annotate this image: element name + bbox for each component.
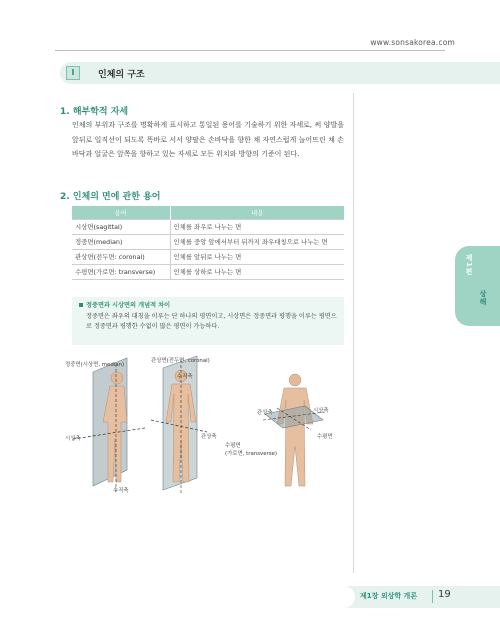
subheading-anatomical-position: 1. 해부학적 자세 <box>60 107 129 117</box>
table-header-content: 내용 <box>170 206 344 219</box>
label-vertical-axis-top: 수직축 <box>177 374 193 380</box>
table-cell: 시상면(sagittal) <box>72 219 170 234</box>
terms-table <box>72 206 344 280</box>
label-median-plane: 정중면(시상면, median) <box>65 362 125 368</box>
footer-separator <box>432 590 433 603</box>
label-sagittal-axis-3: 시상축 <box>313 408 329 414</box>
subheading-body-planes: 2. 인체의 면에 관한 용어 <box>60 192 161 202</box>
body-planes-illustration <box>55 350 355 498</box>
label-coronal-axis: 관상축 <box>201 434 217 440</box>
note-title-text: 정중면과 시상면의 개념적 차이 <box>86 302 171 309</box>
table-cell: 인체를 중앙 앞에서부터 뒤까지 좌우대칭으로 나누는 면 <box>170 234 344 249</box>
side-tab-subtitle: 상해 <box>479 290 487 306</box>
table-header-row <box>72 206 344 219</box>
note-body: 정중면은 좌우의 대칭을 이루는 단 하나의 평면이고, 시상면은 정중면과 평행을 이루는 평면으로 정중면과 평행한 수없이 많은 평면이 가능하다. <box>86 313 337 330</box>
label-coronal-plane: 관상면(전두면, coronal) <box>151 358 210 364</box>
table-row <box>72 264 344 279</box>
site-url: www.sonsakorea.com <box>370 38 455 47</box>
label-coronal-axis-3: 관상축 <box>257 410 273 416</box>
figure-median-plane <box>73 358 145 492</box>
section-title: 인체의 구조 <box>98 70 145 80</box>
table-cell: 정중면(median) <box>72 234 170 249</box>
label-vertical-axis-bottom: 수직축 <box>113 488 129 494</box>
label-sagittal-axis: 시상축 <box>65 436 81 442</box>
page-number: 19 <box>438 589 451 600</box>
table-cell: 수평면(가로면: transverse) <box>72 264 170 279</box>
body-planes-figure <box>55 350 355 498</box>
side-tab-chapter: 제1편 <box>465 254 473 276</box>
table-header-term: 용어 <box>72 206 170 219</box>
label-horizontal-plane: 수평면 <box>317 434 333 440</box>
footer-chapter: 제1장 외상학 개론 <box>360 592 418 600</box>
chapter-side-tab <box>455 246 500 326</box>
header-rule <box>55 50 445 51</box>
bullet-square-icon <box>79 303 83 307</box>
table-cell: 인체를 좌우로 나누는 면 <box>170 219 344 234</box>
figure-transverse-plane <box>263 374 325 486</box>
table-cell: 관상면(전두면: coronal) <box>72 249 170 264</box>
note-title <box>79 300 337 309</box>
table-row <box>72 219 344 234</box>
column-divider <box>353 93 354 573</box>
body-paragraph: 인체의 부위과 구조를 명확하게 표시하고 통일된 용어를 기술하기 위한 자세로, 써 양발을 앞뒤로 일직선이 되도록 똑바로 서서 양팔은 손바닥을 향한 채 자연스럽게 늘어뜨린 채 손바닥과 얼굴은 앞쪽을 향하고 있는 자세로 모든 위치와 방향의 기준이 된다. <box>72 121 344 158</box>
section-badge: I <box>66 66 80 80</box>
table-row <box>72 249 344 264</box>
label-transverse: 수평면 (가로면, transverse) <box>225 443 277 457</box>
footer-band-mask <box>0 586 355 608</box>
table-cell: 인체를 앞뒤로 나누는 면 <box>170 249 344 264</box>
table-row <box>72 234 344 249</box>
note-box <box>72 297 344 345</box>
table-cell: 인체를 상하로 나누는 면 <box>170 264 344 279</box>
